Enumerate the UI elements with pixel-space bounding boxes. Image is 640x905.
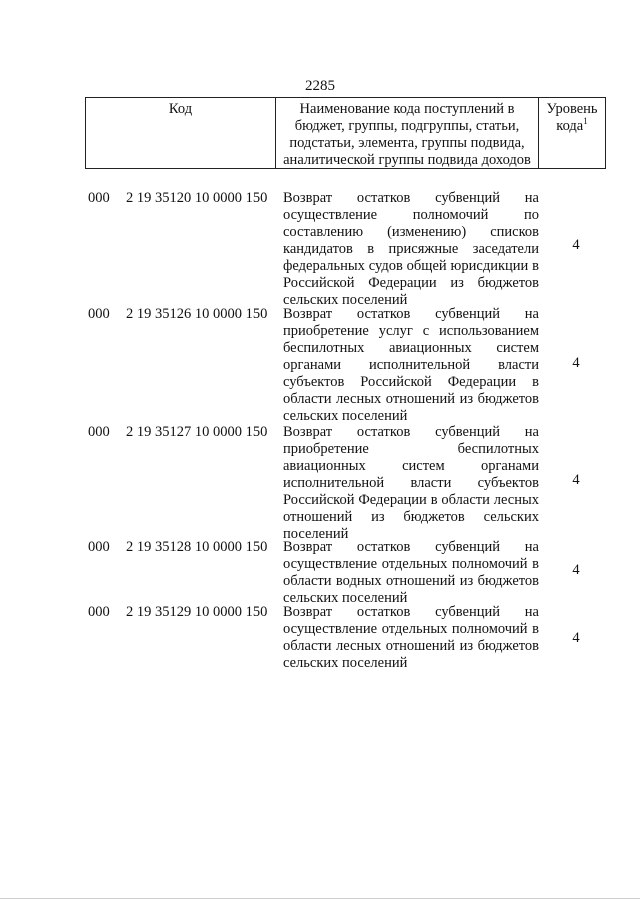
- header-level-footnote: 1: [583, 116, 588, 127]
- header-level-label: Уровень кода: [546, 101, 598, 134]
- row-income-code: 2 19 35129 10 0000 150: [126, 604, 268, 620]
- header-name: [276, 98, 539, 168]
- row-income-code: 2 19 35120 10 0000 150: [126, 190, 268, 206]
- page-number: 2285: [305, 78, 335, 94]
- row-level: 4: [572, 237, 580, 253]
- header-name-label: Наименование кода поступлений в бюджет, группы, подгруппы, статьи, подстатьи, элемента, группы подвида, аналитической группы подвида доходов: [283, 101, 531, 168]
- row-description: Возврат остатков субвенций на осуществление отдельных полномочий в области лесных отношений из бюджетов сельских поселений: [283, 604, 539, 671]
- row-income-code: 2 19 35128 10 0000 150: [126, 539, 268, 555]
- row-income-code: 2 19 35127 10 0000 150: [126, 424, 268, 440]
- row-description: Возврат остатков субвенций на приобретение беспилотных авиационных систем органами исполнительной власти субъектов Российской Федерации в области лесных отношений из бюджетов сельских поселений: [283, 424, 539, 542]
- row-description: Возврат остатков субвенций на приобретение услуг с использованием беспилотных авиационных систем органами исполнительной власти субъектов Российской Федерации в области лесных отношений из бюджетов сельских поселений: [283, 306, 539, 424]
- row-level: 4: [572, 562, 580, 578]
- row-description: Возврат остатков субвенций на осуществление отдельных полномочий в области водных отношений из бюджетов сельских поселений: [283, 539, 539, 606]
- page-edge-line: [0, 898, 640, 899]
- header-code-label: Код: [168, 101, 193, 117]
- row-income-code: 2 19 35126 10 0000 150: [126, 306, 268, 322]
- row-level: 4: [572, 472, 580, 488]
- row-admin-code: 000: [88, 424, 110, 440]
- table-header: [85, 97, 606, 169]
- row-level: 4: [572, 355, 580, 371]
- header-code: [86, 98, 276, 168]
- row-level: 4: [572, 630, 580, 646]
- row-admin-code: 000: [88, 539, 110, 555]
- row-description: Возврат остатков субвенций на осуществление полномочий по составлению (изменению) списков кандидатов в присяжные заседатели федеральных судов общей юрисдикции в Российской Федерации из бюджетов сельских поселений: [283, 190, 539, 308]
- row-admin-code: 000: [88, 604, 110, 620]
- row-admin-code: 000: [88, 306, 110, 322]
- header-level: [539, 98, 605, 168]
- row-admin-code: 000: [88, 190, 110, 206]
